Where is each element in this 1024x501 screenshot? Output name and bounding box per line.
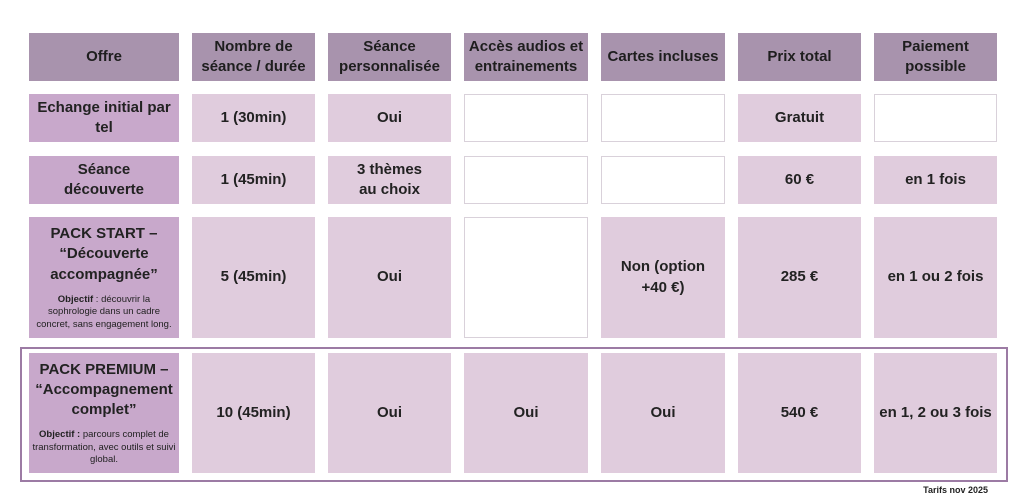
row4-cartes: Oui (601, 353, 725, 473)
row2-seance-perso (328, 156, 451, 204)
row4-objectif-text: parcours complet de transformation, avec outils et suivi global. (32, 429, 176, 466)
row4-nombre: 10 (45min) (192, 353, 315, 473)
row2-prix: 60 € (738, 156, 861, 204)
row3-prix: 285 € (738, 217, 861, 338)
row3-seance-perso: Oui (328, 217, 451, 338)
row3-paiement: en 1 ou 2 fois (874, 217, 997, 338)
row3-offre-title: PACK START – “Découverte accompagnée” (50, 225, 158, 283)
row3-objectif (29, 294, 179, 331)
row1-nombre: 1 (30min) (192, 94, 315, 142)
row3-objectif-text: : découvrir la sophrologie dans un cadre concret, sans engagement long. (36, 293, 172, 330)
row4-acces: Oui (464, 353, 588, 473)
header-acces-audios: Accès audios et entrainements (464, 33, 588, 81)
row2-acces (464, 156, 588, 204)
row3-acces (464, 217, 588, 338)
header-paiement-possible: Paiement possible (874, 33, 997, 81)
row1-prix: Gratuit (738, 94, 861, 142)
row2-offre (29, 156, 179, 204)
row1-paiement (874, 94, 997, 142)
row3-cartes-text: Non (option +40 €) (620, 258, 706, 296)
header-prix-total: Prix total (738, 33, 861, 81)
row3-nombre: 5 (45min) (192, 217, 315, 338)
row2-offre-title: Séance découverte (63, 160, 145, 198)
row4-offre (29, 353, 179, 473)
row4-seance-perso: Oui (328, 353, 451, 473)
row1-offre (29, 94, 179, 142)
row3-cartes (601, 217, 725, 338)
row3-objectif-label: Objectif (57, 293, 94, 305)
row1-offre-title: Echange initial par tel (37, 98, 171, 136)
tarifs-footnote: Tarifs nov 2025 (923, 485, 988, 495)
header-nombre-seance: Nombre de séance / durée (192, 33, 315, 81)
row4-paiement: en 1, 2 ou 3 fois (874, 353, 997, 473)
row4-prix: 540 € (738, 353, 861, 473)
header-offre: Offre (29, 33, 179, 81)
row1-cartes (601, 94, 725, 142)
header-seance-personnalisee: Séance personnalisée (328, 33, 451, 81)
row2-seance-perso-text: 3 thèmes au choix (356, 160, 423, 198)
row1-acces (464, 94, 588, 142)
row2-nombre: 1 (45min) (192, 156, 315, 204)
row2-paiement: en 1 fois (874, 156, 997, 204)
row4-objectif-label: Objectif : (39, 429, 81, 441)
header-cartes-incluses: Cartes incluses (601, 33, 725, 81)
row4-offre-title: PACK PREMIUM – “Accompagnement complet” (35, 360, 173, 419)
row2-cartes (601, 156, 725, 204)
row3-offre (29, 217, 179, 338)
row4-objectif (29, 429, 179, 466)
row1-seance-perso: Oui (328, 94, 451, 142)
